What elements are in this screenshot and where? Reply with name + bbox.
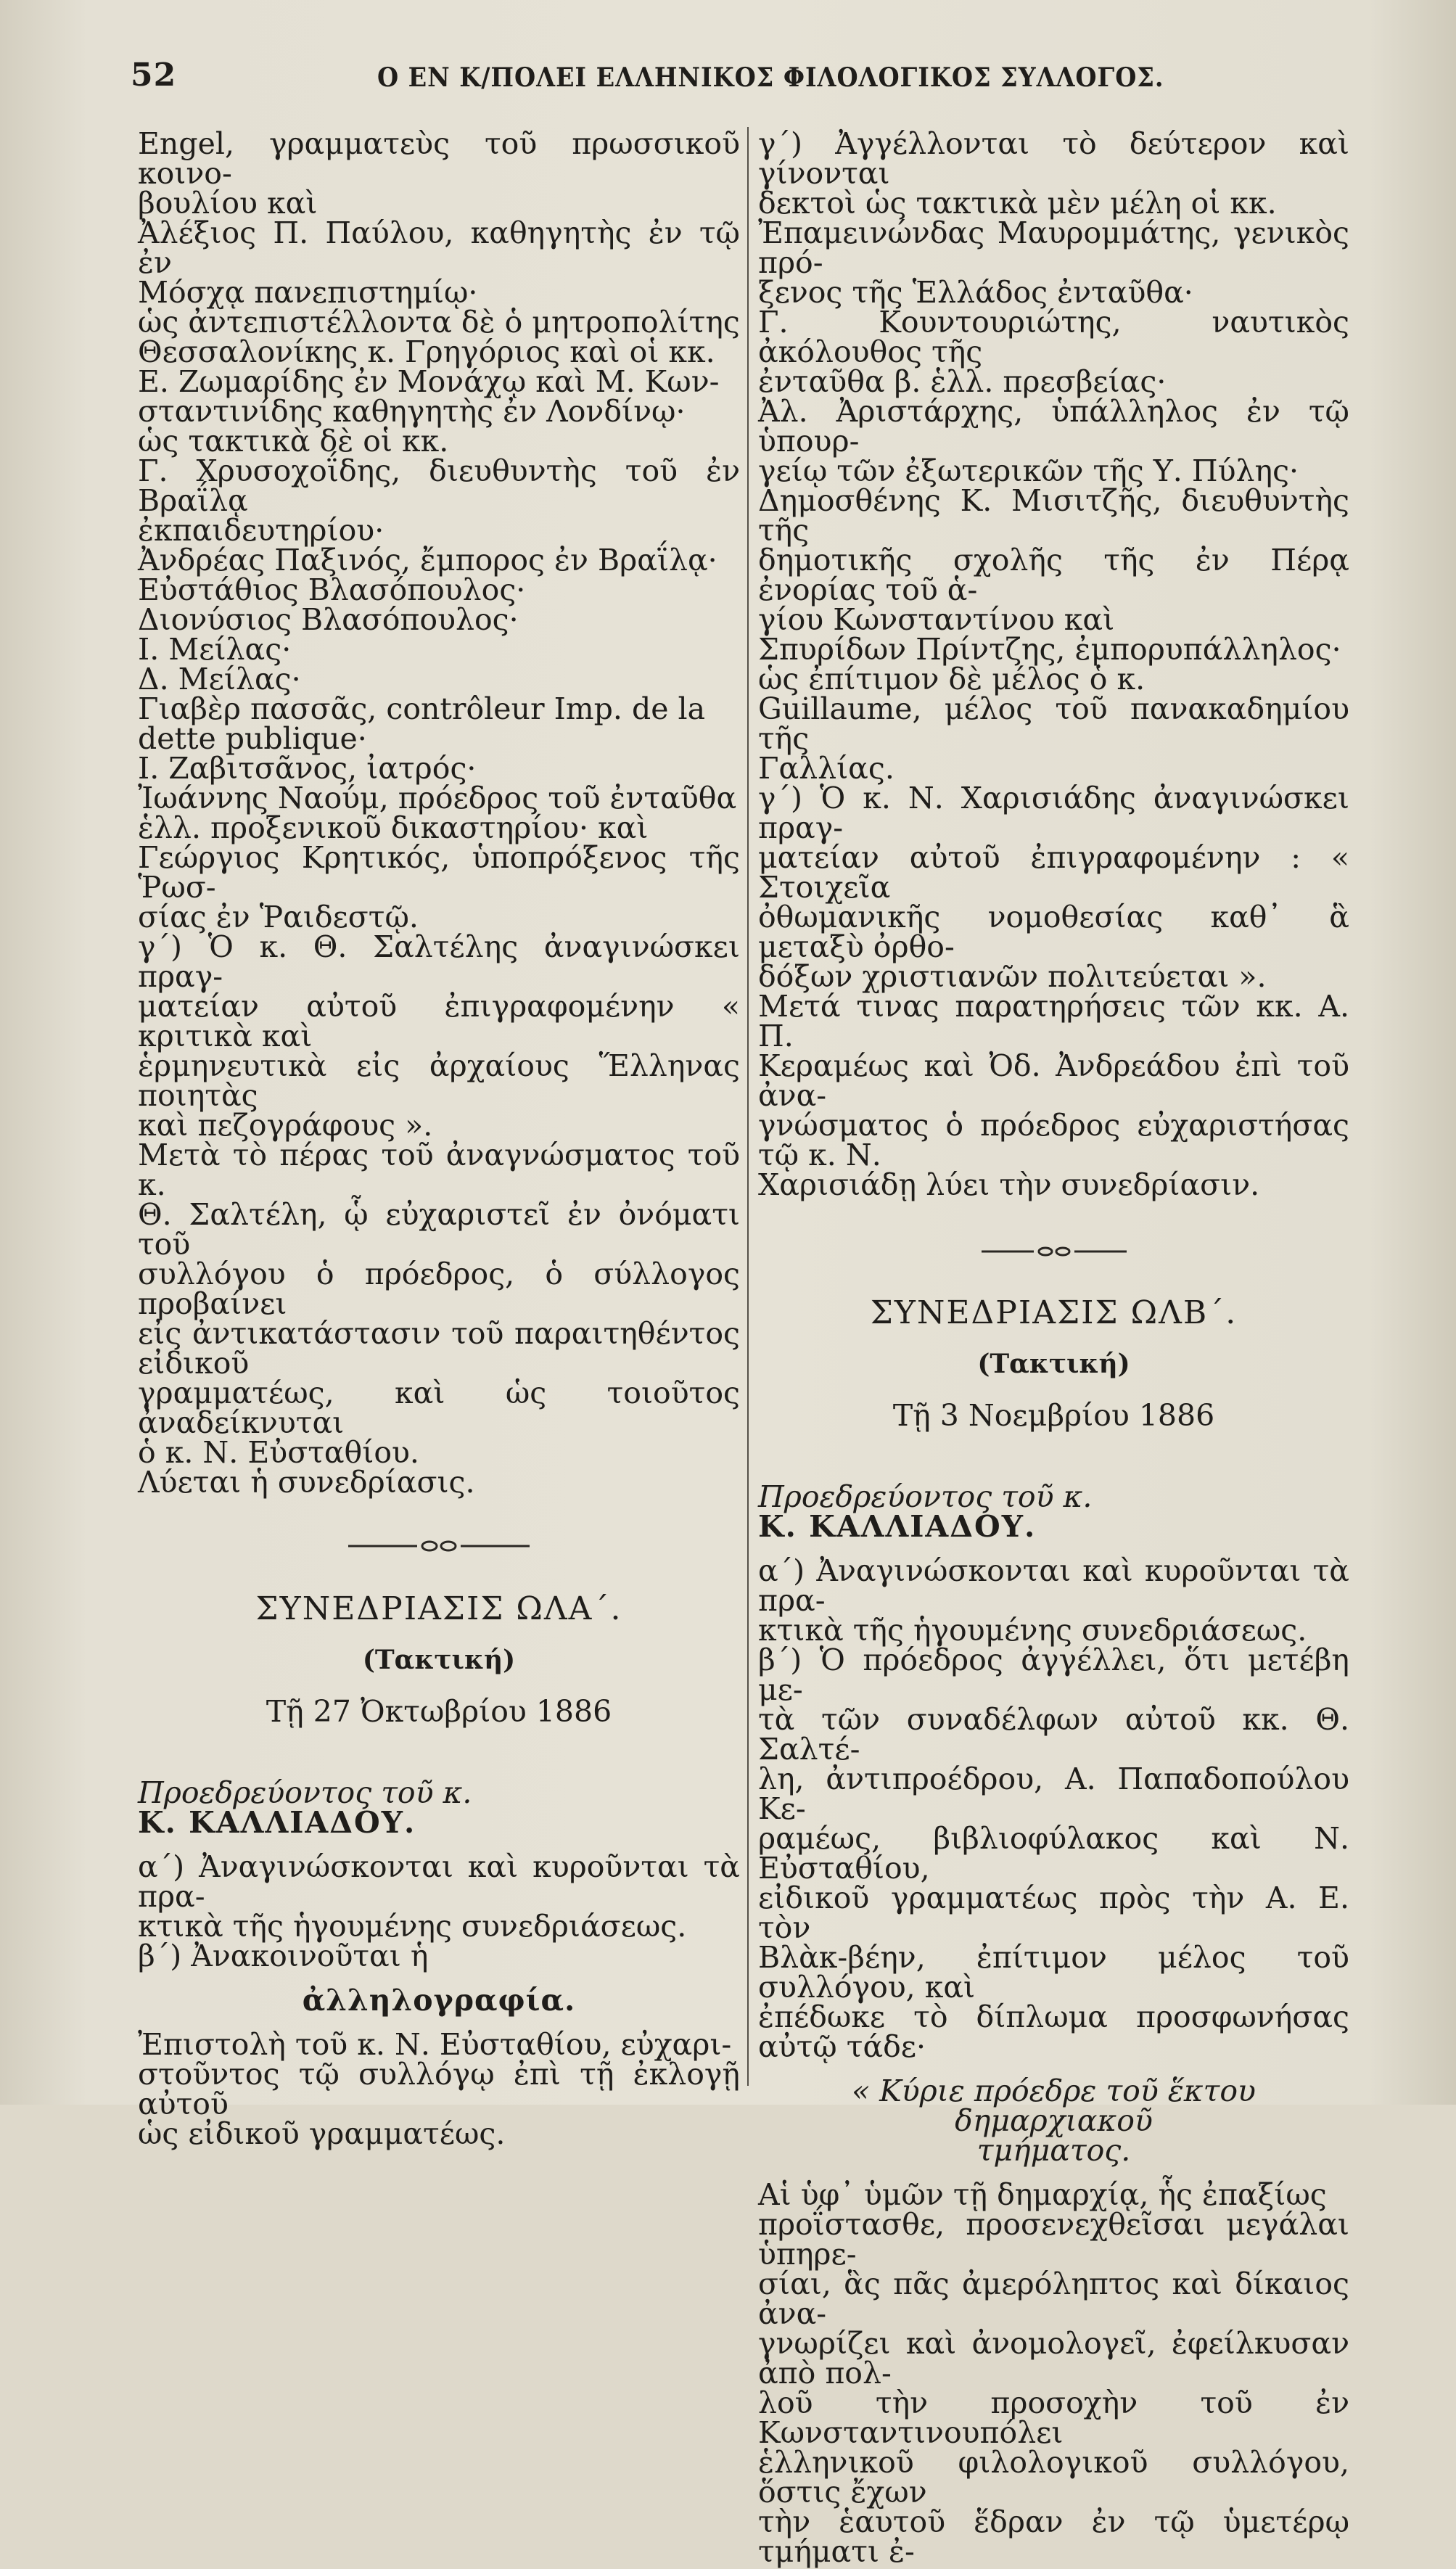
ornament-divider — [138, 1532, 740, 1562]
session-kind: (Τακτική) — [362, 1645, 516, 1675]
presiding-label: Προεδρεύοντος τοῦ κ. — [138, 1775, 472, 1810]
address-paragraph: Αἱ ὑφ᾽ ὑμῶν τῇ δημαρχίᾳ, ἧς ἐπαξίως προΐστασθε, προσενεχθεῖσαι μεγάλαι ὑπηρε- σίαι, ἃς πᾶς ἀμερόληπτος καὶ δίκαιος ἀνα- γνωρίζει καὶ ἀνομολογεῖ, ἐφείλκυσαν ἀπὸ πολ- λοῦ τὴν προσοχὴν τοῦ ἐν Κωνσταντινουπόλει ἑλληνικοῦ φιλολογικοῦ συλλόγου, ὅστις ἔχων τὴν ἑαυτοῦ ἕδραν ἐν τῷ ὑμετέρῳ τμήματι ἐ- — [758, 2177, 1349, 2569]
ornament-divider — [758, 1236, 1349, 1266]
session-title: ΣΥΝΕΔΡΙΑΣΙΣ ΩΛΒ΄. — [870, 1294, 1238, 1331]
reading-paragraph: γ΄) Ὁ κ. Θ. Σαλτέλης ἀναγινώσκει πραγ- ματείαν αὐτοῦ ἐπιγραφομένην « κριτικὰ καὶ ἑρμηνευτικὰ εἰς ἀρχαίους Ἕλληνας ποιητὰς καὶ πεζογράφους ». Μετὰ τὸ πέρας τοῦ ἀναγνώσματος τοῦ κ. Θ. Σαλτέλη, ᾧ εὐχαριστεῖ ἐν ὀνόματι τοῦ συλλόγου ὁ πρόεδρος, ὁ σύλλογος προβαίνει εἰς ἀντικατάστασιν τοῦ παραιτηθέντος εἰδικοῦ γραμματέως, καὶ ὡς τοιοῦτος ἀναδείκνυται ὁ κ. Ν. Εὐσταθίου. Λύεται ἡ συνεδρίασις. — [138, 929, 740, 1500]
address-salutation: « Κύριε πρόεδρε τοῦ ἕκτου δημαρχιακοῦ τμήματος. — [852, 2073, 1256, 2168]
correspondence-heading: ἀλληλογραφία. — [302, 1983, 576, 2018]
running-title: Ο ΕΝ Κ/ΠΟΛΕΙ ΕΛΛΗΝΙΚΟΣ ΦΙΛΟΛΟΓΙΚΟΣ ΣΥΛΛΟΓΟΣ. — [377, 62, 1164, 93]
presiding-name: Κ. ΚΑΛΛΙΑΔΟΥ. — [758, 1509, 1037, 1544]
right-column — [758, 126, 1349, 2569]
column-divider — [747, 127, 749, 2086]
presiding-line — [758, 1452, 1349, 1542]
page-number: 52 — [131, 57, 177, 94]
page-header — [131, 57, 1412, 107]
letter-paragraph: Ἐπιστολὴ τοῦ κ. Ν. Εὐσταθίου, εὐχαρι- στοῦντος τῷ συλλόγῳ ἐπὶ τῇ ἐκλογῇ αὐτοῦ ὡς εἰδικοῦ γραμματέως. — [138, 2027, 740, 2151]
announcement-paragraph: γ΄) Ἀγγέλλονται τὸ δεύτερον καὶ γίνονται δεκτοὶ ὡς τακτικὰ μὲν μέλη οἱ κκ. Ἐπαμεινώνδας Μαυρομμάτης, γενικὸς πρό- ξενος τῆς Ἑλλάδος ἐνταῦθα· Γ. Κουντουριώτης, ναυτικὸς ἀκόλουθος τῆς ἐνταῦθα β. ἑλλ. πρεσβείας· Ἀλ. Ἀριστάρχης, ὑπάλληλος ἐν τῷ ὑπουρ- γείῳ τῶν ἐξωτερικῶν τῆς Υ. Πύλης· Δημοσθένης Κ. Μισιτζῆς, διευθυντὴς τῆς δημοτικῆς σχολῆς τῆς ἐν Πέρᾳ ἐνορίας τοῦ ἁ- γίου Κωνσταντίνου καὶ Σπυρίδων Πρίντζης, ἐμπορυπάλληλος· ὡς ἐπίτιμον δὲ μέλος ὁ κ. Guillaume, μέλος τοῦ πανακαδημίου τῆς Γαλλίας. — [758, 126, 1349, 786]
ornament-icon — [348, 1537, 530, 1555]
reading-paragraph: γ΄) Ὁ κ. Ν. Χαρισιάδης ἀναγινώσκει πραγ- ματείαν αὐτοῦ ἐπιγραφομένην : « Στοιχεῖα ὀθωμανικῆς νομοθεσίας καθ᾽ ἃ μεταξὺ ὀρθο- δόξων χριστιανῶν πολιτεύεται ». Μετά τινας παρατηρήσεις τῶν κκ. Α. Π. Κεραμέως καὶ Ὀδ. Ἀνδρεάδου ἐπὶ τοῦ ἀνα- γνώσματος ὁ πρόεδρος εὐχαριστήσας τῷ κ. Ν. Χαρισιάδῃ λύει τὴν συνεδρίασιν. — [758, 781, 1349, 1202]
ornament-icon — [982, 1244, 1127, 1259]
members-list: Engel, γραμματεὺς τοῦ πρωσσικοῦ κοινο- βουλίου καὶ Ἀλέξιος Π. Παύλου, καθηγητὴς ἐν τῷ ἐν Μόσχᾳ πανεπιστημίῳ· ὡς ἀντεπιστέλλοντα δὲ ὁ μητροπολίτης Θεσσαλονίκης κ. Γρηγόριος καὶ οἱ κκ. Ε. Ζωμαρίδης ἐν Μονάχῳ καὶ Μ. Κων- σταντινίδης καθηγητὴς ἐν Λονδίνῳ· ὡς τακτικὰ δὲ οἱ κκ. Γ. Χρυσοχοΐδης, διευθυντὴς τοῦ ἐν Βραΐλᾳ ἐκπαιδευτηρίου· Ἀνδρέας Παξινός, ἔμπορος ἐν Βραΐλᾳ· Εὐστάθιος Βλασόπουλος· Διονύσιος Βλασόπουλος· Ι. Μείλας· Δ. Μείλας· Γιαβὲρ πασσᾶς, contrôleur Imp. de la dette publique· Ι. Ζαβιτσᾶνος, ἰατρός· Ἰωάννης Ναούμ, πρόεδρος τοῦ ἐνταῦθα ἑλλ. προξενικοῦ δικαστηρίου· καὶ Γεώργιος Κρητικός, ὑποπρόξενος τῆς Ῥωσ- σίας ἐν Ῥαιδεστῷ. — [138, 126, 740, 934]
presiding-name: Κ. ΚΑΛΛΙΑΔΟΥ. — [138, 1805, 416, 1840]
minutes-paragraph: α΄) Ἀναγινώσκονται καὶ κυροῦνται τὰ πρα- κτικὰ τῆς ἡγουμένης συνεδριάσεως. β΄) Ὁ πρόεδρος ἀγγέλλει, ὅτι μετέβη με- τὰ τῶν συναδέλφων αὐτοῦ κκ. Θ. Σαλτέ- λη, ἀντιπροέδρου, Α. Παπαδοπούλου Κε- ραμέως, βιβλιοφύλακος καὶ Ν. Εὐσταθίου, εἰδικοῦ γραμματέως πρὸς τὴν Α. Ε. τὸν Βλὰκ-βέην, ἐπίτιμον μέλος τοῦ συλλόγου, καὶ ἐπέδωκε τὸ δίπλωμα προσφωνήσας αὐτῷ τάδε· — [758, 1553, 1349, 2064]
left-column — [138, 126, 740, 2151]
presiding-line — [138, 1748, 740, 1838]
presiding-label: Προεδρεύοντος τοῦ κ. — [758, 1479, 1093, 1514]
session-title: ΣΥΝΕΔΡΙΑΣΙΣ ΩΛΑ΄. — [255, 1590, 622, 1627]
session-date: Τῇ 27 Ὀκτωβρίου 1886 — [266, 1694, 612, 1729]
session-date: Τῇ 3 Νοεμβρίου 1886 — [892, 1398, 1215, 1433]
minutes-paragraph: α΄) Ἀναγινώσκονται καὶ κυροῦνται τὰ πρα- κτικὰ τῆς ἡγουμένης συνεδριάσεως. β΄) Ἀνακοινοῦται ἡ — [138, 1849, 740, 1973]
session-kind: (Τακτική) — [977, 1349, 1130, 1379]
